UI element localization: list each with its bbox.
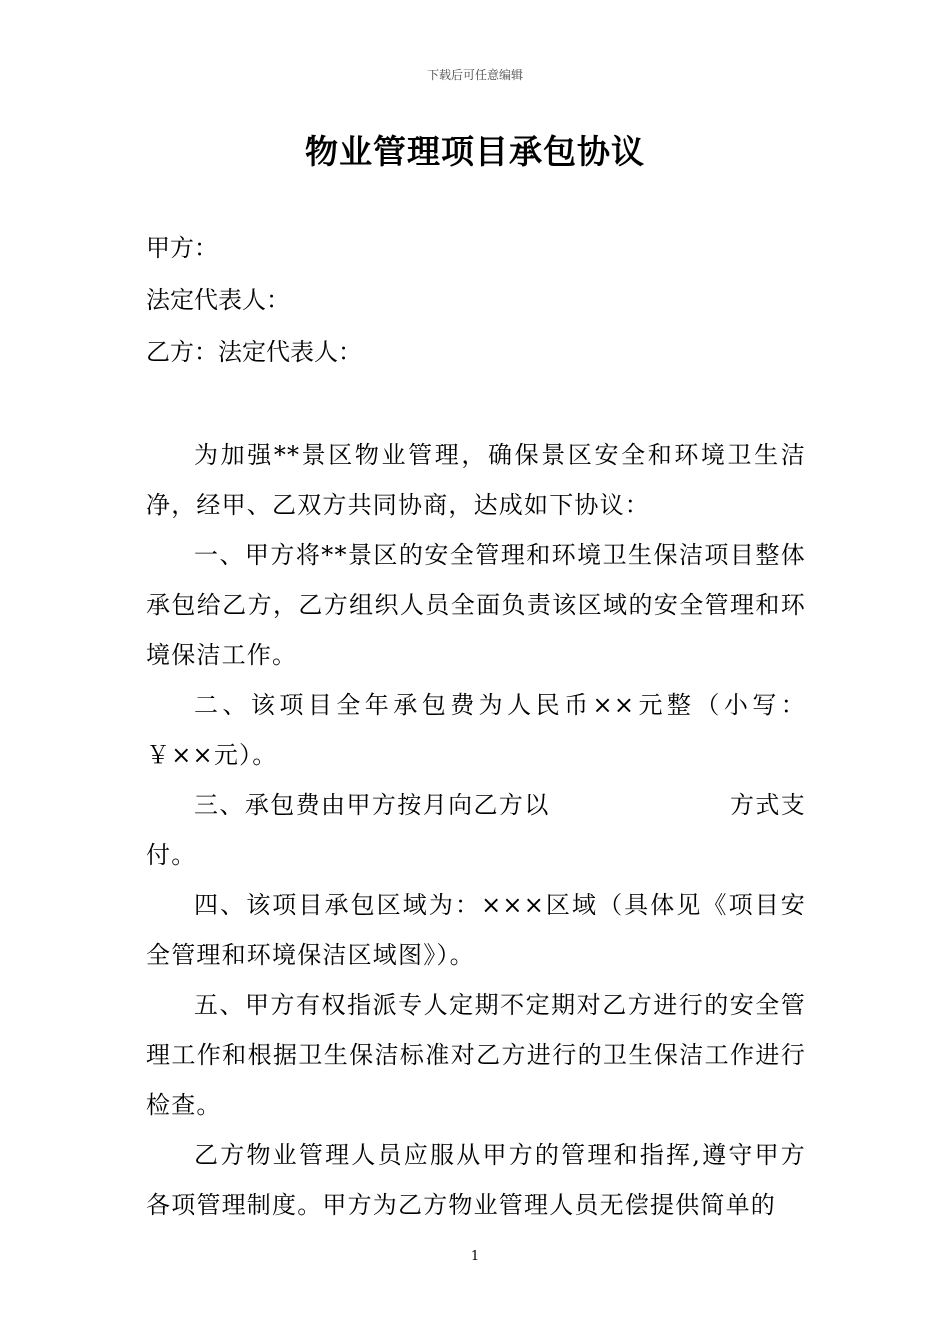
party-a-line: 甲方：	[146, 234, 218, 262]
clause-4-paragraph: 四、该项目承包区域为：×××区域（具体见《项目安全管理和环境保洁区域图》）。	[146, 891, 806, 969]
document-title: 物业管理项目承包协议	[305, 132, 645, 171]
clause-5-continuation-paragraph: 乙方物业管理人员应服从甲方的管理和指挥,遵守甲方各项管理制度。甲方为乙方物业管理人员无偿提供简单的	[146, 1141, 806, 1219]
party-b-line: 乙方：法定代表人：	[146, 338, 362, 366]
intro-paragraph: 为加强**景区物业管理，确保景区安全和环境卫生洁净，经甲、乙双方共同协商，达成如下协议：	[146, 441, 806, 519]
clause-5-paragraph: 五、甲方有权指派专人定期不定期对乙方进行的安全管理工作和根据卫生保洁标准对乙方进行的卫生保洁工作进行检查。	[146, 991, 806, 1119]
agreement-body	[146, 430, 806, 1230]
page-number: 1	[470, 1249, 480, 1264]
clause-3-text-before: 三、承包费由甲方按月向乙方以	[194, 791, 550, 819]
party-block	[146, 233, 362, 389]
clause-3-paragraph	[146, 780, 806, 880]
legal-rep-a-line: 法定代表人：	[146, 286, 290, 314]
clause-1-paragraph: 一、甲方将**景区的安全管理和环境卫生保洁项目整体承包给乙方，乙方组织人员全面负责该区域的安全管理和环境保洁工作。	[146, 541, 806, 669]
header-note: 下载后可任意编辑	[426, 68, 523, 82]
clause-3-text-after: 方式支付。	[146, 791, 806, 869]
clause-2-paragraph: 二、该项目全年承包费为人民币××元整（小写：￥××元）。	[146, 691, 806, 769]
